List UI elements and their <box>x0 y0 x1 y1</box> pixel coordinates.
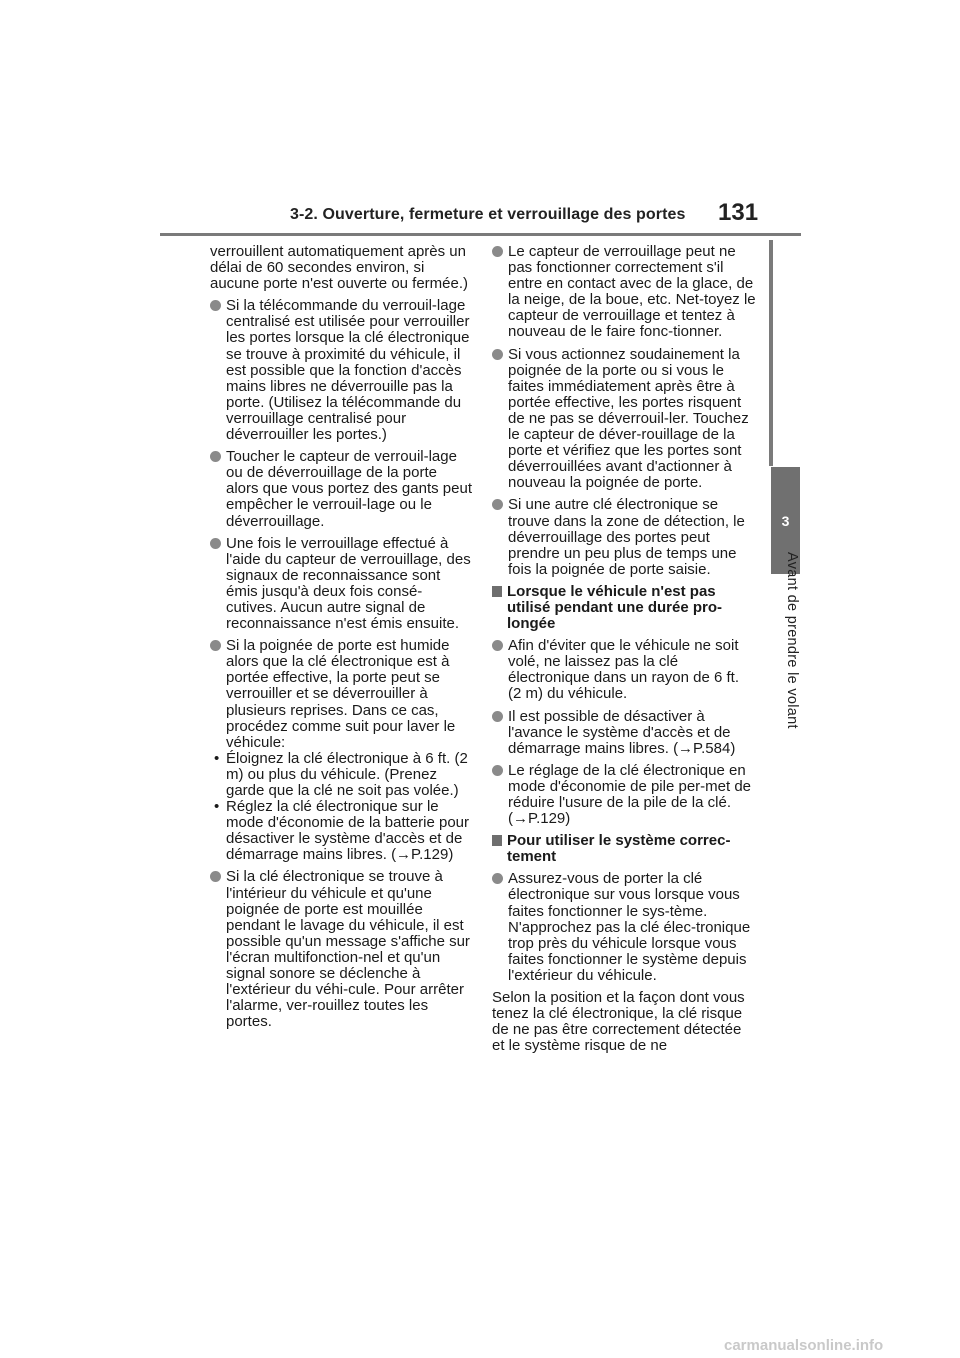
section-title: 3-2. Ouverture, fermeture et verrouillage des portes <box>290 206 686 223</box>
list-item-text: Si la poignée de porte est humide alors que la clé électronique est à portée effective, la porte peut se verrouiller et se déverrouiller à plusieurs reprises. Dans ce cas, procédez comme suit pour laver le véhicule: <box>226 637 456 751</box>
list-item <box>492 763 756 827</box>
list-item <box>492 244 756 341</box>
bullet-icon <box>492 349 503 360</box>
continuation-text: verrouillent automatiquement après un délai de 60 secondes environ, si aucune porte n'est ouverte ou fermée.) <box>210 243 469 293</box>
square-bullet-icon <box>492 586 502 597</box>
bullet-icon <box>210 451 221 462</box>
list-item-text: Le réglage de la clé électronique en mode d'économie de pile per-met de réduire l'usure de la pile de la clé. (→P.129) <box>508 761 752 828</box>
list-item <box>492 871 756 984</box>
page-number: 131 <box>718 199 759 226</box>
bullet-icon <box>210 300 221 311</box>
right-column <box>492 244 756 1060</box>
bullet-icon <box>492 499 503 510</box>
list-item-text: Assurez-vous de porter la clé électronique sur vous lorsque vous faites fonctionner le sys-tème. N'approchez pas la clé élec-tronique trop près du véhicule lorsque vous faites fonctionner le système depuis l'extérieur du véhicule. <box>508 870 751 984</box>
chapter-tab: 3 <box>771 467 800 574</box>
bullet-icon <box>210 640 221 651</box>
list-item-text: Le capteur de verrouillage peut ne pas fonctionner correctement s'il entre en contact avec de la glace, de la neige, de la boue, etc. Net-toyez le capteur de verrouillage et tentez à nouveau de le faire fonc-tionner. <box>508 243 756 341</box>
sub-list-item-text: Réglez la clé électronique sur le mode d'économie de la batterie pour désactiver le système d'accès et de démarrage mains libres. (→P.129) <box>226 798 470 864</box>
list-item-text: Si vous actionnez soudainement la poignée de la porte ou si vous le faites immédiatement après être à portée effective, les portes risquent de ne pas se déverrouil-ler. Touchez le capteur de déver-rouillage de la porte et vérifiez que les portes sont déverrouillées avant d'actionner à nouveau la poignée de porte. <box>508 345 749 492</box>
list-item-text: Si la clé électronique se trouve à l'intérieur du véhicule et qu'une poignée de porte est mouillée pendant le lavage du véhicule, il est possible qu'un message s'affiche sur l'écran multifonction-nel et qu'un signal sonore se déclenche à l'extérieur du véhi-cule. Pour arrêter l'alarme, ver-rouillez toutes les portes. <box>226 868 470 1031</box>
bullet-icon <box>492 765 503 776</box>
bullet-icon <box>492 640 503 651</box>
watermark: carmanualsonline.info <box>724 1337 884 1354</box>
side-divider <box>769 240 773 466</box>
list-item <box>492 347 756 492</box>
list-item <box>210 449 472 529</box>
left-column <box>210 244 472 1036</box>
bullet-icon <box>210 538 221 549</box>
bullet-icon <box>492 246 503 257</box>
list-item <box>210 536 472 633</box>
subsection-heading <box>492 833 756 865</box>
closing-paragraph: Selon la position et la façon dont vous tenez la clé électronique, la clé risque de ne pas être correctement détectée et le système risque de ne <box>492 989 745 1055</box>
header-divider <box>160 233 801 236</box>
square-bullet-icon <box>492 835 502 846</box>
bullet-icon <box>492 711 503 722</box>
list-item <box>492 497 756 577</box>
list-item-text: Une fois le verrouillage effectué à l'aide du capteur de verrouillage, des signaux de reconnaissance sont émis jusqu'à deux fois consé-cutives. Aucun autre signal de reconnaissance n'est émis ensuite. <box>226 534 471 633</box>
bullet-icon <box>492 873 503 884</box>
list-item <box>210 298 472 443</box>
list-item-text: Afin d'éviter que le véhicule ne soit volé, ne laissez pas la clé électronique dans un rayon de 6 ft. (2 m) du véhicule. <box>508 637 739 703</box>
list-item <box>492 638 756 702</box>
chapter-title: Avant de prendre le volant <box>784 552 800 729</box>
sub-bullet-mark: • <box>214 798 220 816</box>
list-item <box>210 869 472 1030</box>
subsection-heading-text: Pour utiliser le système correc-tement <box>507 832 731 866</box>
list-item-text: Il est possible de désactiver à l'avance le système d'accès et de démarrage mains libres. (→P.584) <box>508 707 736 757</box>
list-item <box>492 709 756 757</box>
list-item-text: Toucher le capteur de verrouil-lage ou de déverrouillage de la porte alors que vous portez des gants peut empêcher le verrouil-lage ou le déverrouillage. <box>226 448 472 530</box>
sub-list-item <box>210 751 472 799</box>
sub-bullet-mark: • <box>214 749 220 767</box>
list-item-text: Si une autre clé électronique se trouve dans la zone de détection, le déverrouillage des portes peut prendre un peu plus de temps une fois la poignée de porte saisie. <box>508 496 745 578</box>
sub-list-item <box>210 799 472 863</box>
subsection-heading <box>492 584 756 632</box>
subsection-heading-text: Lorsque le véhicule n'est pas utilisé pendant une durée pro-longée <box>507 582 723 633</box>
list-item-text: Si la télécommande du verrouil-lage centralisé est utilisée pour verrouiller les portes lorsque la clé électronique se trouve à proximité du véhicule, il est possible que la fonction d'accès mains libres ne déverrouille pas la porte. (Utilisez la télécommande du verrouillage centralisé pour déverrouiller les portes.) <box>226 297 470 444</box>
list-item <box>210 638 472 751</box>
bullet-icon <box>210 871 221 882</box>
sub-list-item-text: Éloignez la clé électronique à 6 ft. (2 m) ou plus du véhicule. (Prenez garde que la clé ne soit pas volée.) <box>226 749 468 799</box>
